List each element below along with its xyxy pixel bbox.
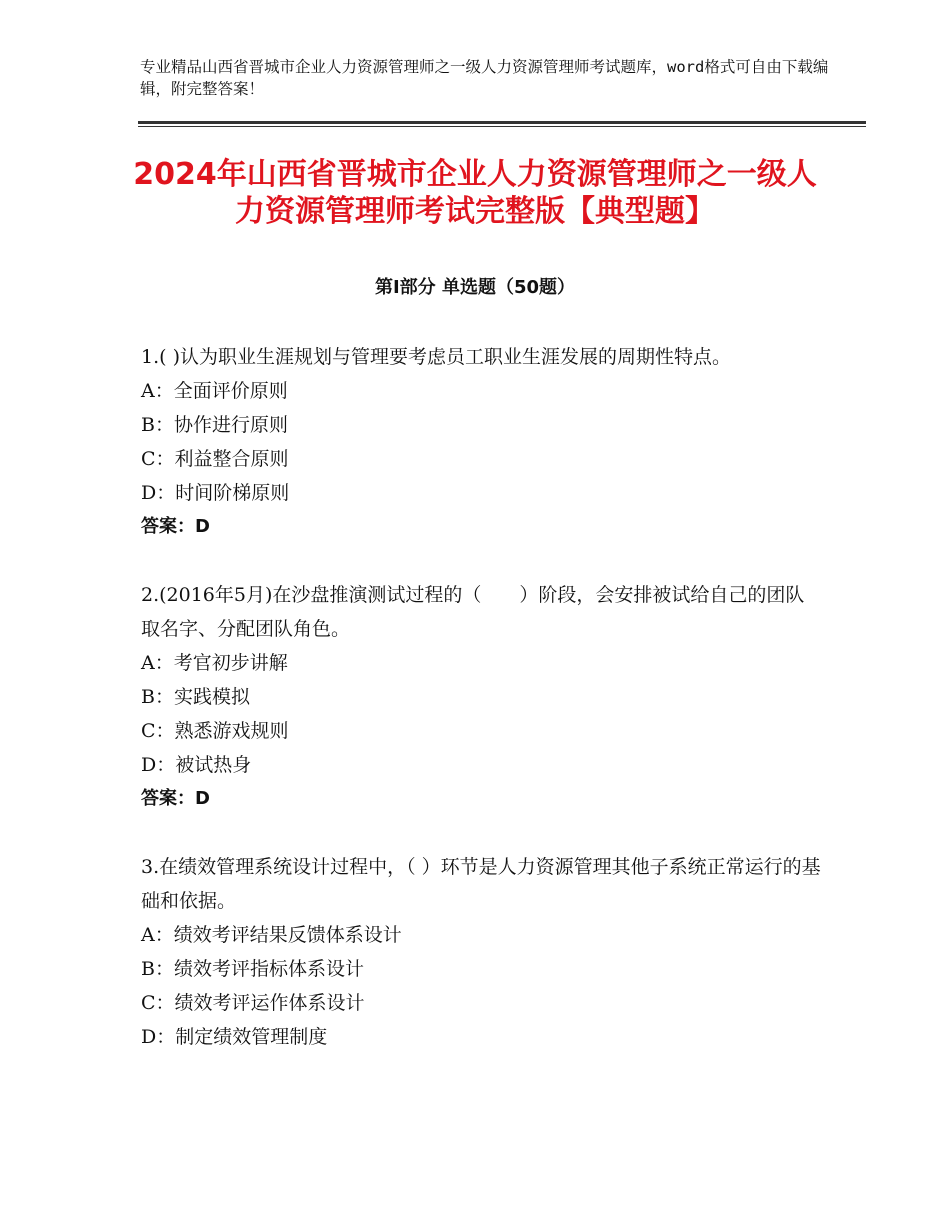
option-a: A：全面评价原则 [141,380,288,402]
header-divider-thin [138,126,866,127]
question-stem: 1.( )认为职业生涯规划与管理要考虑员工职业生涯发展的周期性特点。 [141,346,731,368]
question-stem: 2.(2016年5月)在沙盘推演测试过程的（ ）阶段，会安排被试给自己的团队取名字、分配团队角色。 [141,584,805,640]
answer-line: 答案：D [141,788,210,809]
document-title: 2024年山西省晋城市企业人力资源管理师之一级人力资源管理师考试完整版【典型题】 [133,157,817,229]
option-b: B：协作进行原则 [141,414,288,436]
option-d: D：制定绩效管理制度 [141,1026,328,1048]
question-stem: 3.在绩效管理系统设计过程中，（ ）环节是人力资源管理其他子系统正常运行的基础和依据。 [141,856,821,912]
answer-line: 答案：D [141,516,210,537]
option-c: C：熟悉游戏规则 [141,720,289,742]
option-b: B：实践模拟 [141,686,250,708]
option-a: A：考官初步讲解 [141,652,288,674]
option-a: A：绩效考评结果反馈体系设计 [141,924,402,946]
option-c: C：绩效考评运作体系设计 [141,992,365,1014]
question-3 [141,850,821,1054]
header-note: 专业精品山西省晋城市企业人力资源管理师之一级人力资源管理师考试题库，word格式可自由下载编辑，附完整答案！ [140,58,829,98]
section-heading: 第Ⅰ部分 单选题（50题） [374,277,575,298]
option-c: C：利益整合原则 [141,448,289,470]
option-b: B：绩效考评指标体系设计 [141,958,364,980]
header-divider-thick [138,121,866,124]
question-1 [141,340,821,544]
question-2 [141,578,821,816]
option-d: D：被试热身 [141,754,252,776]
option-d: D：时间阶梯原则 [141,482,290,504]
question-list [141,340,821,1088]
